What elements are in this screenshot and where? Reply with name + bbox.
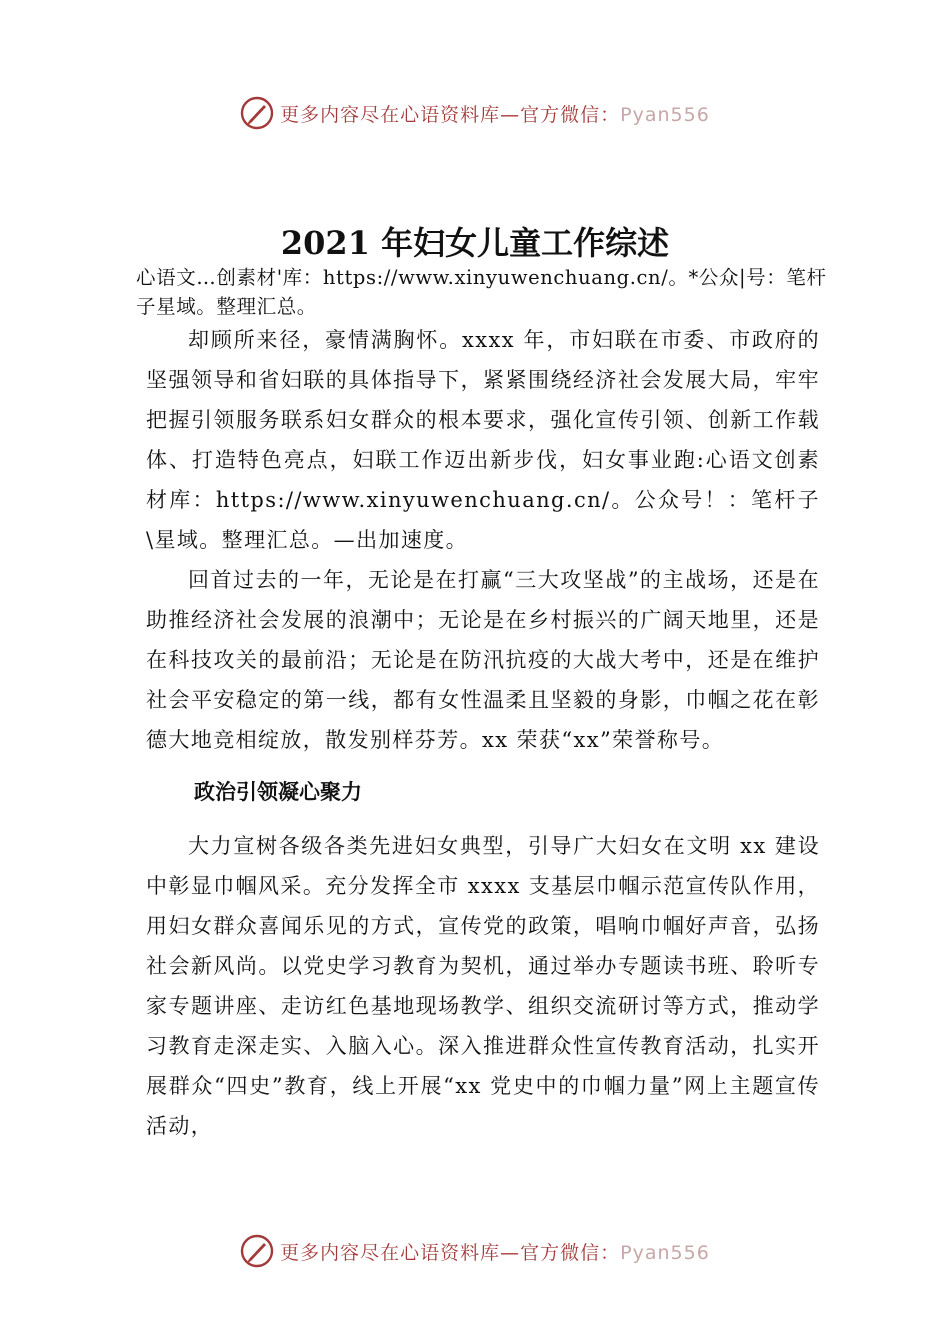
banner-wechat-id: Pyan556 [620, 1241, 710, 1264]
section-heading: 政治引领凝心聚力 [194, 780, 362, 804]
page-title: 2021 年妇女儿童工作综述 [280, 224, 670, 262]
footer-banner [0, 1234, 950, 1268]
paragraph-review: 回首过去的一年，无论是在打赢“三大攻坚战”的主战场，还是在助推经济社会发展的浪潮中；无论是在乡村振兴的广阔天地里，还是在科技攻关的最前沿；无论是在防汛抗疫的大战大考中，还是在维护社会平安稳定的第一线，都有女性温柔且坚毅的身影，巾帼之花在彰德大地竞相绽放，散发别样芬芳。xx 荣获“xx”荣誉称号。 [146, 568, 820, 752]
paragraph-intro: 却顾所来径，豪情满胸怀。xxxx 年，市妇联在市委、市政府的坚强领导和省妇联的具体指导下，紧紧围绕经济社会发展大局，牢牢把握引领服务联系妇女群众的根本要求，强化宣传引领、创新工作载体、打造特色亮点，妇联工作迈出新步伐，妇女事业跑:心语文创素材库：https://www.xinyuwenchuang.cn/。公众号！：笔杆子\星域。整理汇总。—出加速度。 [146, 328, 820, 552]
document-body [146, 320, 820, 1146]
banner-text: 更多内容尽在心语资料库—官方微信： [280, 1241, 621, 1264]
header-banner [0, 96, 950, 130]
banner-text: 更多内容尽在心语资料库—官方微信： [280, 103, 621, 126]
source-line: 心语文…创素材'库：https://www.xinyuwenchuang.cn/。*公众|号：笔杆子星域。整理汇总。 [136, 266, 827, 318]
banner-wechat-id: Pyan556 [620, 103, 710, 126]
quill-logo-icon [240, 1234, 274, 1268]
quill-logo-icon [240, 96, 274, 130]
section-paragraph: 大力宣树各级各类先进妇女典型，引导广大妇女在文明 xx 建设中彰显巾帼风采。充分发挥全市 xxxx 支基层巾帼示范宣传队作用，用妇女群众喜闻乐见的方式，宣传党的政策，唱响巾帼好声音，弘扬社会新风尚。以党史学习教育为契机，通过举办专题读书班、聆听专家专题讲座、走访红色基地现场教学、组织交流研讨等方式，推动学习教育走深走实、入脑入心。深入推进群众性宣传教育活动，扎实开展群众“四史”教育，线上开展“xx 党史中的巾帼力量”网上主题宣传活动， [146, 834, 820, 1138]
